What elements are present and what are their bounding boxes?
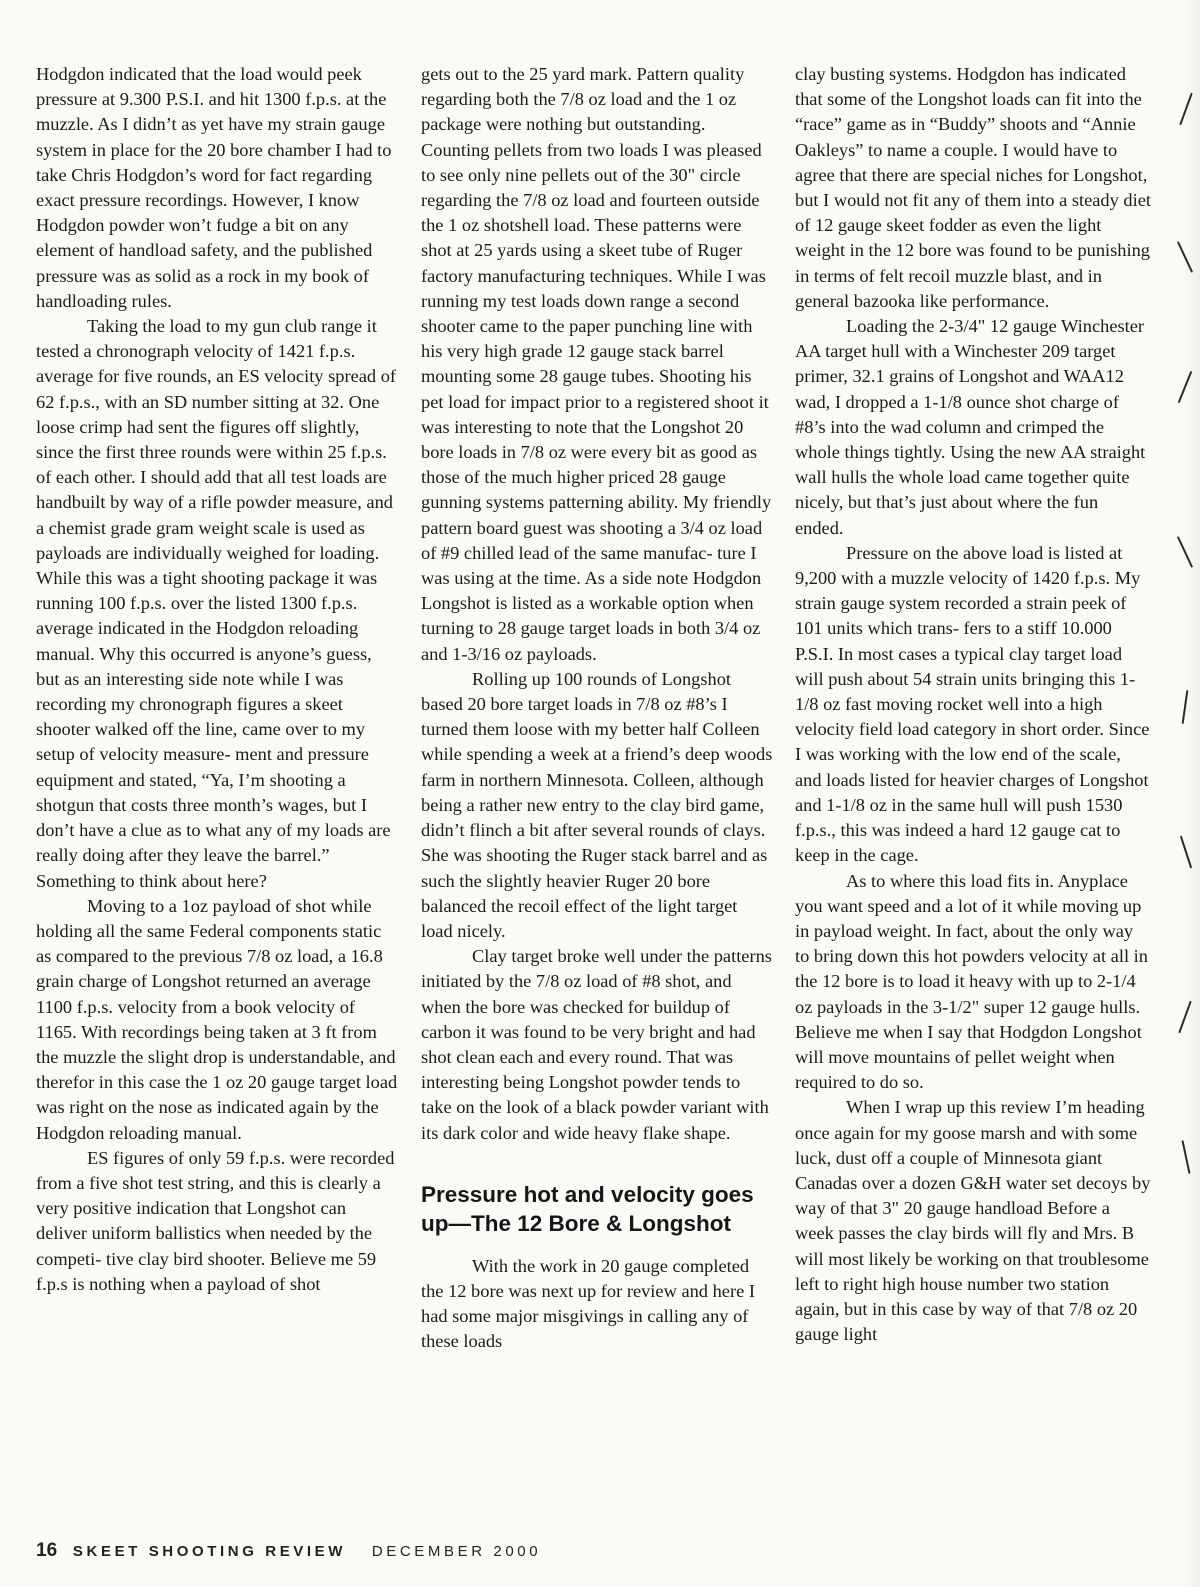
text-column-1 — [36, 62, 398, 1520]
paragraph: Clay target broke well under the patterns initiated by the 7/8 oz load of #8 shot, and when the bore was checked for buildup of carbon it was found to be very bright and had shot clean each and every round. That was interesting being Longshot powder tends to take on the look of a black powder variant with its dark color and wide heavy flake shape. — [421, 946, 772, 1143]
paragraph: Taking the load to my gun club range it tested a chronograph velocity of 1421 f.p.s. average for five rounds, an ES velocity spread of 62 f.p.s., with an SD number sitting at 32. One loose crimp had sent the figures off slightly, since the first three rounds were within 25 f.p.s. of each other. I should add that all test loads are handbuilt by way of a rifle powder measure, and a chemist grade gram weight scale is used as payloads are individually weighed for loading. While this was a tight shooting package it was running 100 f.p.s. over the listed 1300 f.p.s. average indicated in the Hodgdon reloading manual. Why this occurred is anyone’s guess, but as an interesting side note while I was recording my chronograph figures a skeet shooter walked off the line, came over to my setup of velocity measure- ment and pressure equipment and stated, “Ya, I’m shooting a shotgun that costs three month’s wages, but I don’t have a clue as to what any of my loads are really doing after they leave the barrel.” Something to think about here? — [36, 316, 397, 891]
issue-date: DECEMBER 2000 — [371, 1543, 542, 1560]
paragraph: ES figures of only 59 f.p.s. were recorded from a five shot test string, and this is clearly a very positive indication that Longshot can deliver uniform ballistics when needed by the competi- tive clay bird shooter. Believe me 59 f.p.s is nothing when a payload of shot — [36, 1147, 395, 1294]
page-number: 16 — [36, 1540, 58, 1561]
text-column-2 — [421, 62, 773, 1520]
paragraph: Hodgdon indicated that the load would peek pressure at 9.300 P.S.I. and hit 1300 f.p.s. at the muzzle. As I didn’t as yet have my strain gauge system in place for the 20 bore chamber I had to take Chris Hodgdon’s word for fact regarding exact pressure recordings. However, I know Hodgdon powder won’t fudge a bit on any element of handload safety, and the published pressure was as solid as a rock in my book of handloading rules. — [36, 64, 392, 311]
paragraph: Rolling up 100 rounds of Longshot based 20 bore target loads in 7/8 oz #8’s I turned them loose with my better half Colleen while spending a week at a friend’s deep woods farm in northern Minnesota. Colleen, although being a rather new entry to the clay bird game, didn’t flinch a bit after several rounds of clays. She was shooting the Ruger stack barrel and as such the slightly heavier Ruger 20 bore balanced the recoil effect of the light target load nicely. — [421, 668, 773, 941]
paragraph: gets out to the 25 yard mark. Pattern quality regarding both the 7/8 oz load and the 1 oz package were nothing but outstanding. Counting pellets from two loads I was pleased to see only nine pellets out of the 30" circle regarding the 7/8 oz load and fourteen outside the 1 oz shotshell load. These patterns were shot at 25 yards using a skeet tube of Ruger factory manufacturing techniques. While I was running my test loads down range a second shooter came to the paper punching line with his very high grade 12 gauge stack barrel mounting some 28 gauge tubes. Shooting his pet load for impact prior to a registered shoot it was interesting to note that the Longshot 20 bore loads in 7/8 oz were every bit as good as those of the much higher priced 28 gauge gunning systems patterning ability. My friendly pattern board guest was shooting a 3/4 oz load of #9 chilled lead of the same manufac- ture I was using at the time. As a side note Hodgdon Longshot is listed as a workable option when turning to 28 gauge target loads in both 3/4 oz and 1-3/16 oz payloads. — [421, 64, 772, 664]
paragraph: Pressure on the above load is listed at 9,200 with a muzzle velocity of 1420 f.p.s. My strain gauge system recorded a strain peek of 101 units which trans- fers to a stiff 10.000 P.S.I. In most cases a typical clay target load will push about 54 strain units bringing this 1-1/8 oz fast moving rocket well into a high velocity field load category in short order. Since I was working with the low end of the scale, and loads listed for heavier charges of Longshot and 1-1/8 oz in the same hull will push 1530 f.p.s., this was indeed a hard 12 gauge cat to keep in the cage. — [795, 542, 1150, 866]
paragraph: When I wrap up this review I’m heading once again for my goose marsh and with some luck, dust off a couple of Minnesota giant Canadas over a dozen G&H water set decoys by way of that 3" 20 gauge handload Before a week passes the clay birds will fly and Mrs. B will most likely be working on that troublesome left to right high house number two station again, but in this case by way of that 7/8 oz 20 gauge light — [795, 1097, 1151, 1345]
paragraph: With the work in 20 gauge completed the 12 bore was next up for review and here I had some major misgivings in calling any of these loads — [421, 1255, 755, 1352]
page-footer — [36, 1540, 541, 1570]
paragraph: Loading the 2-3/4" 12 gauge Winchester AA target hull with a Winchester 209 target primer, 32.1 grains of Longshot and WAA12 wad, I dropped a 1-1/8 ounce shot charge of #8’s into the wad column and crimped the whole things tightly. Using the new AA straight wall hulls the whole load came together quite nicely, but that’s just about where the fun ended. — [795, 316, 1146, 538]
page-edge-shadow — [1184, 0, 1200, 1587]
paragraph: As to where this load fits in. Anyplace you want speed and a lot of it while moving up in payload weight. In fact, about the only way to bring down this hot powders velocity at all in the 12 bore is to load it heavy with up to 2-1/4 oz payloads in the 3-1/2" super 12 gauge hulls. Believe me when I say that Hodgdon Longshot will move mountains of pellet weight when required to do so. — [795, 870, 1148, 1093]
magazine-title: SKEET SHOOTING REVIEW — [72, 1543, 347, 1560]
paragraph: Moving to a 1oz payload of shot while holding all the same Federal components static as compared to the previous 7/8 oz load, a 16.8 grain charge of Longshot returned an average 1100 f.p.s. velocity from a book velocity of 1165. With recordings being taken at 3 ft from the muzzle the slight drop is understandable, and therefor in this case the 1 oz 20 gauge target load was right on the nose as indicated again by the Hodgdon reloading manual. — [36, 895, 398, 1143]
paragraph: clay busting systems. Hodgdon has indicated that some of the Longshot loads can fit into the “race” game as in “Buddy” shoots and “Annie Oakleys” to name a couple. I would have to agree that there are special niches for Longshot, but I would not fit any of them into a steady diet of 12 gauge skeet fodder as even the light weight in the 12 bore was found to be punishing in terms of felt recoil muzzle blast, and in general bazooka like performance. — [795, 64, 1151, 311]
section-heading: Pressure hot and velocity goes up—The 12 Bore & Longshot — [421, 1181, 754, 1236]
text-column-3 — [795, 62, 1151, 1520]
